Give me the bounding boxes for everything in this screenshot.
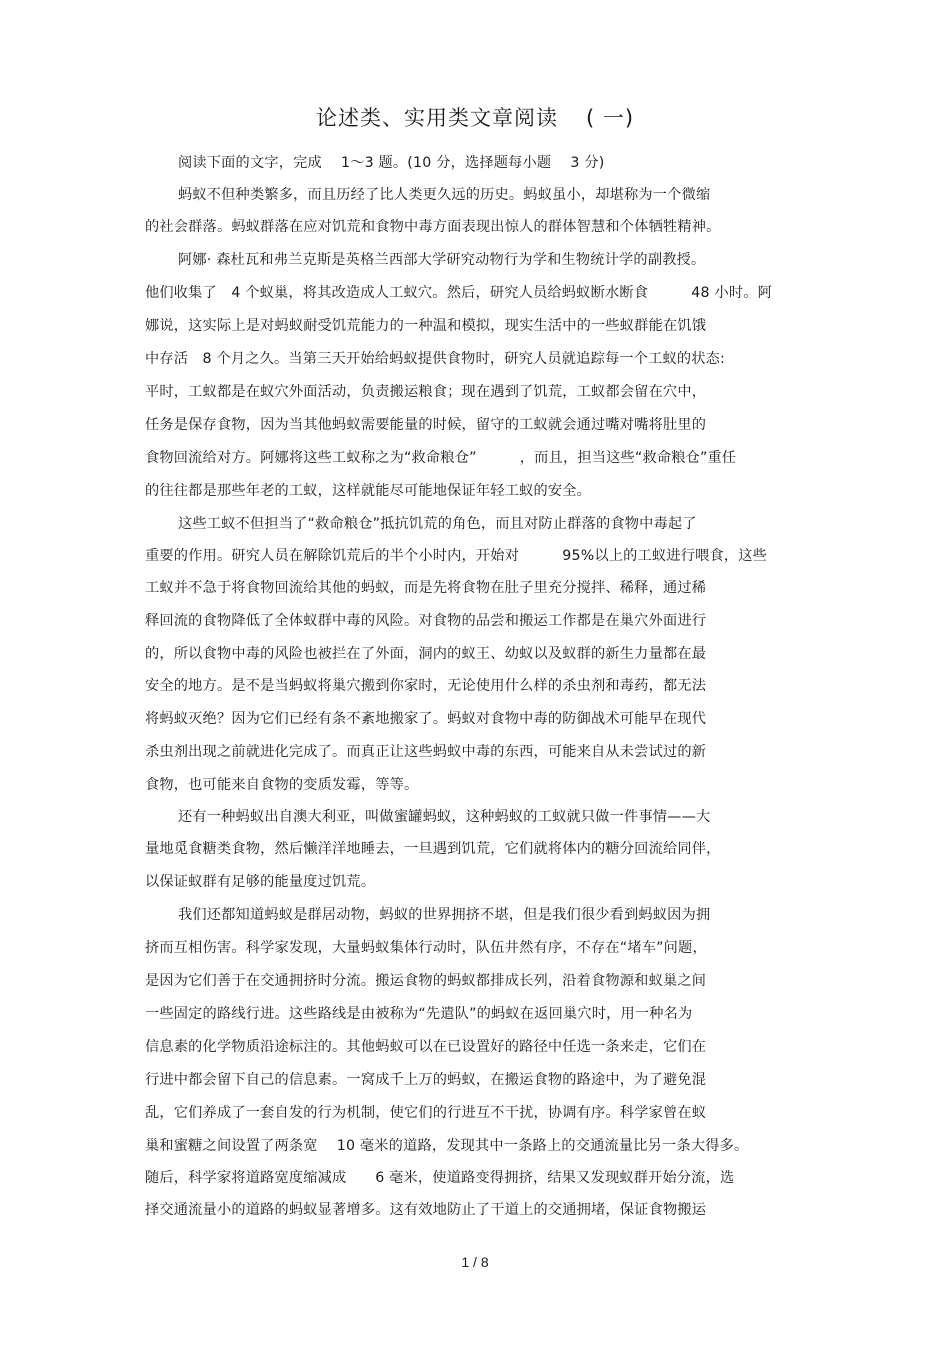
text-line: 重要的作用。研究人员在解除饥荒后的半个小时内，开始对 95%以上的工蚁进行喂食，这些 bbox=[145, 548, 768, 564]
text-line: 杀虫剂出现之前就进化完成了。而真正让这些蚂蚁中毒的东西，可能来自从未尝试过的新 bbox=[145, 744, 707, 760]
text-line: 信息素的化学物质沿途标注的。其他蚂蚁可以在已设置好的路径中任选一条来走，它们在 bbox=[145, 1039, 707, 1055]
text-line: 一些固定的路线行进。这些路线是由被称为“先遣队”的蚂蚁在返回巢穴时，用一种名为 bbox=[145, 1006, 693, 1022]
title-text: 论述类、实用类文章阅读 bbox=[315, 106, 558, 130]
text-line: 的往往都是那些年老的工蚁，这样就能尽可能地保证年轻工蚁的安全。 bbox=[145, 483, 592, 499]
text-line: 还有一种蚂蚁出自澳大利亚，叫做蜜罐蚂蚁，这种蚂蚁的工蚁就只做一件事情——大 bbox=[178, 809, 711, 825]
text-line: 任务是保存食物，因为当其他蚂蚁需要能量的时候，留守的工蚁就会通过嘴对嘴将肚里的 bbox=[145, 417, 707, 433]
text-line: 乱，它们养成了一套自发的行为机制，使它们的行进互不干扰，协调有序。科学家曾在蚁 bbox=[145, 1105, 707, 1121]
page-number: 1 / 8 bbox=[461, 1254, 489, 1270]
text-line: 他们收集了 4 个蚁巢，将其改造成人工蚁穴。然后，研究人员给蚂蚁断水断食 48 小时。阿 bbox=[145, 285, 772, 301]
text-line: 以保证蚁群有足够的能量度过饥荒。 bbox=[145, 874, 376, 890]
text-line: 行进中都会留下自己的信息素。一窝成千上万的蚂蚁，在搬运食物的路途中，为了避免混 bbox=[145, 1072, 707, 1088]
document-title bbox=[0, 104, 950, 132]
text-line: 量地觅食糖类食物，然后懒洋洋地睡去，一旦遇到饥荒，它们就将体内的糖分回流给同伴， bbox=[145, 841, 721, 857]
text-line: 巢和蜜糖之间设置了两条宽 10 毫米的道路，发现其中一条路上的交通流量比另一条大得多。 bbox=[145, 1138, 749, 1154]
title-suffix: ( 一) bbox=[585, 106, 635, 130]
text-line: 我们还都知道蚂蚁是群居动物，蚂蚁的世界拥挤不堪，但是我们很少看到蚂蚁因为拥 bbox=[178, 907, 711, 923]
text-line: 随后，科学家将道路宽度缩减成 6 毫米，使道路变得拥挤，结果又发现蚁群开始分流，选 bbox=[145, 1170, 735, 1186]
text-line: 食物，也可能来自食物的变质发霉，等等。 bbox=[145, 777, 419, 793]
text-line: 的，所以食物中毒的风险也被拦在了外面，洞内的蚁王、幼蚁以及蚁群的新生力量都在最 bbox=[145, 646, 707, 662]
text-line: 挤而互相伤害。科学家发现，大量蚂蚁集体行动时，队伍井然有序，不存在“堵车”问题， bbox=[145, 940, 707, 956]
text-line: 工蚁并不急于将食物回流给其他的蚂蚁，而是先将食物在肚子里充分搅拌、稀释，通过稀 bbox=[145, 580, 707, 596]
text-line: 娜说，这实际上是对蚂蚁耐受饥荒能力的一种温和模拟，现实生活中的一些蚁群能在饥饿 bbox=[145, 318, 707, 334]
text-line: 蚂蚁不但种类繁多，而且历经了比人类更久远的历史。蚂蚁虽小，却堪称为一个微缩 bbox=[178, 187, 711, 203]
text-line: 食物回流给对方。阿娜将这些工蚁称之为“救命粮仓” ，而且，担当这些“救命粮仓”重任 bbox=[145, 450, 737, 466]
text-line: 安全的地方。是不是当蚂蚁将巢穴搬到你家时，无论使用什么样的杀虫剂和毒药，都无法 bbox=[145, 678, 707, 694]
text-line: 将蚂蚁灭绝？因为它们已经有条不紊地搬家了。蚂蚁对食物中毒的防御战术可能早在现代 bbox=[145, 711, 707, 727]
text-line: 这些工蚁不但担当了“救命粮仓”抵抗饥荒的角色，而且对防止群落的食物中毒起了 bbox=[178, 516, 697, 532]
text-line: 平时，工蚁都是在蚁穴外面活动，负责搬运粮食；现在遇到了饥荒，工蚁都会留在穴中， bbox=[145, 384, 707, 400]
text-line: 阅读下面的文字，完成 1～3 题。(10 分，选择题每小题 3 分) bbox=[178, 155, 605, 171]
text-line: 的社会群落。蚂蚁群落在应对饥荒和食物中毒方面表现出惊人的群体智慧和个体牺牲精神。 bbox=[145, 219, 721, 235]
text-line: 是因为它们善于在交通拥挤时分流。搬运食物的蚂蚁都排成长列，沿着食物源和蚁巢之间 bbox=[145, 973, 707, 989]
text-line: 阿娜· 森杜瓦和弗兰克斯是英格兰西部大学研究动物行为学和生物统计学的副教授。 bbox=[178, 252, 706, 268]
text-line: 中存活 8 个月之久。当第三天开始给蚂蚁提供食物时，研究人员就追踪每一个工蚁的状态: bbox=[145, 351, 726, 367]
text-line: 释回流的食物降低了全体蚁群中毒的风险。对食物的品尝和搬运工作都是在巢穴外面进行 bbox=[145, 613, 707, 629]
text-line: 择交通流量小的道路的蚂蚁显著增多。这有效地防止了干道上的交通拥堵，保证食物搬运 bbox=[145, 1202, 707, 1218]
